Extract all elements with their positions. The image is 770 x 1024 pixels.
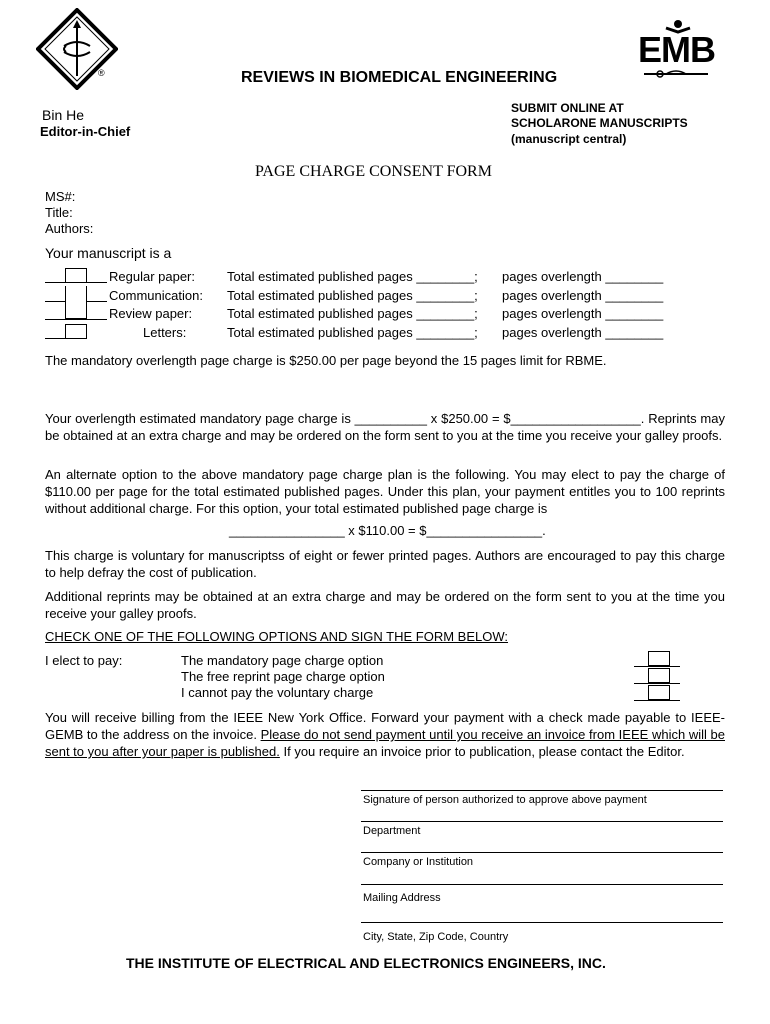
voluntary-paragraph: This charge is voluntary for manuscriptss of eight or fewer printed pages. Authors are encouraged to pay this charge to help defray the cost of publication. [45,548,725,580]
editor-role: Editor-in-Chief [40,124,131,139]
type-label: Review paper: [109,306,193,321]
journal-title: REVIEWS IN BIOMEDICAL ENGINEERING [241,69,558,86]
total-pages-text: Total estimated published pages ________; [227,306,478,321]
alternate-formula: ________________ x $110.00 = $________________. [229,523,546,538]
billing-paragraph [45,709,725,760]
registered-mark: ® [98,68,105,78]
elect-option-mandatory: The mandatory page charge option [181,653,384,668]
letters-checkbox[interactable] [65,324,87,339]
emb-logo-text: EMB [638,29,715,70]
submit-line-3: (manuscript central) [511,132,627,146]
billing-text-2: If you require an invoice prior to publication, please contact the Editor. [279,744,685,759]
estimate-paragraph: Your overlength estimated mandatory page charge is __________ x $250.00 = $__________________. Reprints may be obtained at an extra charge and may be ordered on the form sent to you at the time you receive your galley proofs. [45,411,725,443]
manuscript-type-row [45,287,685,305]
authors-field: Authors: [45,221,94,236]
type-label: Regular paper: [109,269,195,284]
ieee-logo [36,8,118,90]
city-state-line[interactable] [361,922,723,923]
total-pages-text: Total estimated published pages ________; [227,325,478,340]
submit-line-2: SCHOLARONE MANUSCRIPTS [511,116,688,130]
mailing-address-label: Mailing Address [363,892,441,904]
manuscript-type-row [45,324,685,342]
mandatory-option-checkbox[interactable] [648,651,670,666]
total-pages-text: Total estimated published pages ________; [227,269,478,284]
mandatory-note: The mandatory overlength page charge is $250.00 per page beyond the 15 pages limit for RBME. [45,353,607,368]
title-field: Title: [45,205,73,220]
manuscript-type-row [45,268,685,286]
alternate-paragraph: An alternate option to the above mandatory page charge plan is the following. You may elect to pay the charge of $110.00 per page for the total estimated published pages. Under this plan, your payment entitles you to 100 reprints without additional charge. For this option, your total estimated published page charge is [45,467,725,516]
overlength-text: pages overlength ________ [502,288,664,303]
company-label: Company or Institution [363,856,474,868]
billing-text-1: You will receive billing from the IEEE New York Office. Forward your payment with a check made payable to IEEE-GEMB to the address on the invoice. [45,710,725,742]
mailing-address-line[interactable] [361,884,723,885]
review-paper-checkbox[interactable] [65,304,87,319]
signature-line[interactable] [361,790,723,791]
signature-label: Signature of person authorized to approve above payment [363,794,647,806]
footer-org-name: THE INSTITUTE OF ELECTRICAL AND ELECTRONICS ENGINEERS, INC. [126,955,606,971]
type-label: Communication: [109,288,203,303]
ieee-diamond-icon [36,8,118,90]
total-pages-text: Total estimated published pages ________; [227,288,478,303]
editor-name: Bin He [42,107,85,123]
department-label: Department [363,825,421,837]
form-title: PAGE CHARGE CONSENT FORM [255,163,492,180]
overlength-text: pages overlength ________ [502,269,664,284]
check-heading: CHECK ONE OF THE FOLLOWING OPTIONS AND SIGN THE FORM BELOW: [45,629,509,644]
communication-checkbox[interactable] [65,286,87,305]
overlength-text: pages overlength ________ [502,306,664,321]
cannot-pay-option-checkbox[interactable] [648,685,670,700]
city-state-label: City, State, Zip Code, Country [363,931,509,943]
department-line[interactable] [361,821,723,822]
elect-option-cannot-pay: I cannot pay the voluntary charge [181,685,374,700]
submit-line-1: SUBMIT ONLINE AT [511,101,624,115]
free-reprint-option-checkbox[interactable] [648,668,670,683]
company-line[interactable] [361,852,723,853]
elect-label: I elect to pay: [45,653,123,668]
regular-paper-checkbox[interactable] [65,268,87,283]
manuscript-type-row [45,305,685,323]
ms-field: MS#: [45,189,76,204]
additional-paragraph: Additional reprints may be obtained at an extra charge and may be ordered on the form sent to you at the time you receive your galley proofs. [45,589,725,621]
overlength-text: pages overlength ________ [502,325,664,340]
manuscript-intro: Your manuscript is a [45,245,172,261]
billing-warning: Please do not send payment until you receive an invoice from IEEE which will be sent to you after your paper is published. [45,727,725,759]
emb-logo [636,18,716,80]
type-label: Letters: [143,325,187,340]
elect-option-free-reprint: The free reprint page charge option [181,669,385,684]
